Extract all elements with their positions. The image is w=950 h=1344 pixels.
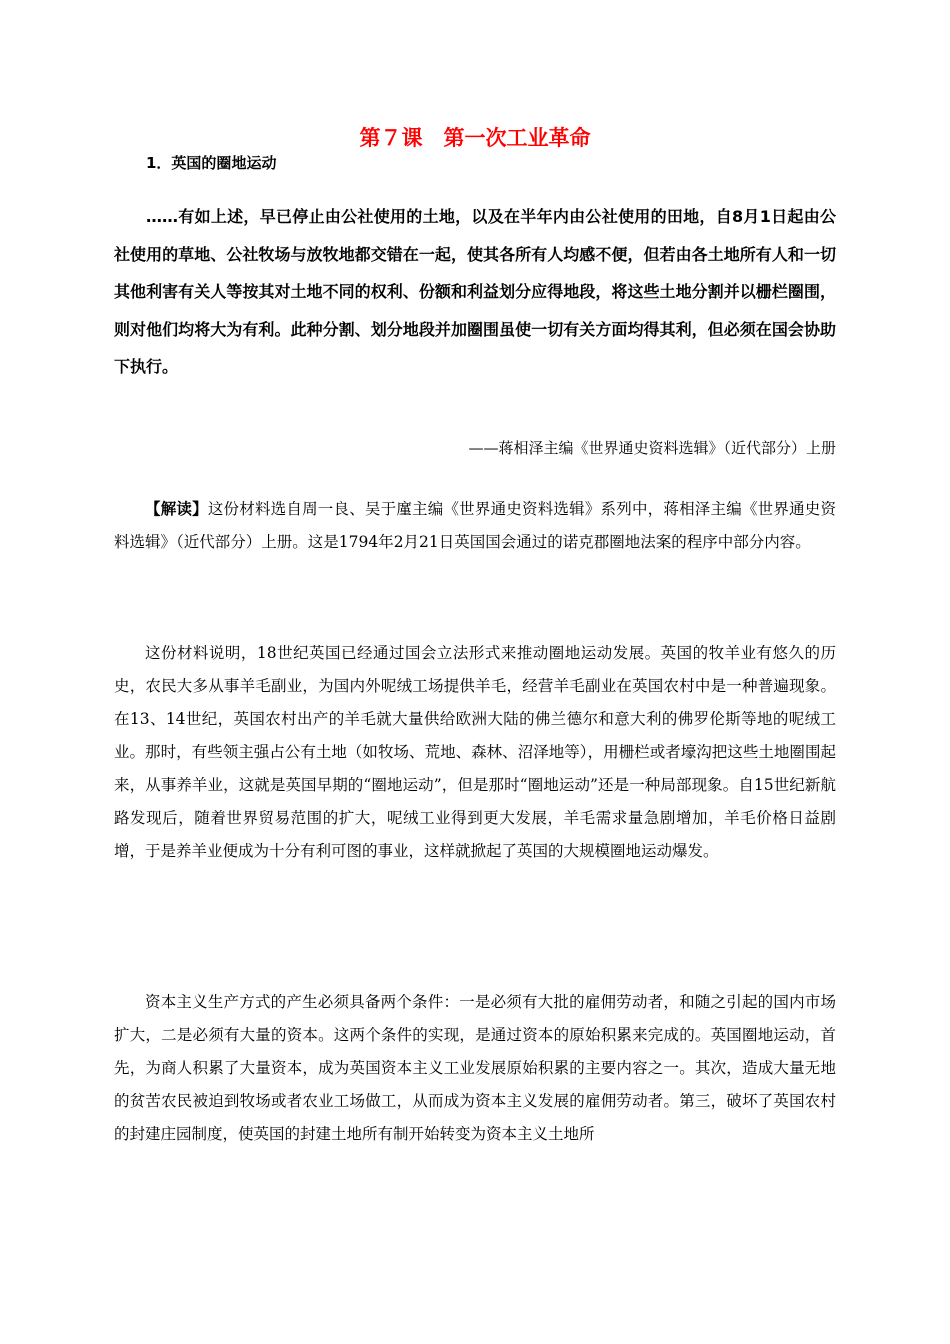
interpretation-text: 这份材料选自周一良、吴于廑主编《世界通史资料选辑》系列中，蒋相泽主编《世界通史资料选辑》（近代部分）上册。这是1794年2月21日英国国会通过的诺克郡圈地法案的程序中部分内容。 bbox=[114, 500, 836, 551]
source-excerpt: ……有如上述，早已停止由公社使用的土地，以及在半年内由公社使用的田地，自8月1日起由公社使用的草地、公社牧场与放牧地都交错在一起，使其各所有人均感不便，但若由各土地所有人和一切其他利害有关人等按其对土地不同的权利、份额和利益划分应得地段，将这些土地分割并以栅栏圈围，则对他们均将大为有利。此种分割、划分地段并加圈围虽使一切有关方面均得其利，但必须在国会协助下执行。 bbox=[114, 207, 836, 376]
source-attribution: ——蒋相泽主编《世界通史资料选辑》（近代部分）上册 bbox=[468, 439, 836, 457]
body-paragraph-2: 这份材料说明，18世纪英国已经通过国会立法形式来推动圈地运动发展。英国的牧羊业有悠久的历史，农民大多从事羊毛副业，为国内外呢绒工场提供羊毛，经营羊毛副业在英国农村中是一种普遍现象。在13、14世纪，英国农村出产的羊毛就大量供给欧洲大陆的佛兰德尔和意大利的佛罗伦斯等地的呢绒工业。那时，有些领主强占公有土地（如牧场、荒地、森林、沼泽地等），用栅栏或者壕沟把这些土地圈围起来，从事养羊业，这就是英国早期的“圈地运动”，但是那时“圈地运动”还是一种局部现象。自15世纪新航路发现后，随着世界贸易范围的扩大，呢绒工业得到更大发展，羊毛需求量急剧增加，羊毛价格日益剧增，于是养羊业便成为十分有利可图的事业，这样就掀起了英国的大规模圈地运动爆发。 bbox=[114, 644, 836, 860]
page-title: 第７课 第一次工业革命 bbox=[359, 126, 591, 150]
section-heading: 1．英国的圈地运动 bbox=[146, 154, 277, 172]
interpretation-paragraph bbox=[114, 492, 836, 559]
body-paragraph-3: 资本主义生产方式的产生必须具备两个条件：一是必须有大批的雇佣劳动者，和随之引起的国内市场扩大，二是必须有大量的资本。这两个条件的实现，是通过资本的原始积累来完成的。英国圈地运动，首先，为商人积累了大量资本，成为英国资本主义工业发展原始积累的主要内容之一。其次，造成大量无地的贫苦农民被迫到牧场或者农业工场做工，从而成为资本主义发展的雇佣劳动者。第三，破坏了英国农村的封建庄园制度，使英国的封建土地所有制开始转变为资本主义土地所 bbox=[114, 993, 836, 1143]
interpretation-label: 【解读】 bbox=[145, 499, 208, 518]
